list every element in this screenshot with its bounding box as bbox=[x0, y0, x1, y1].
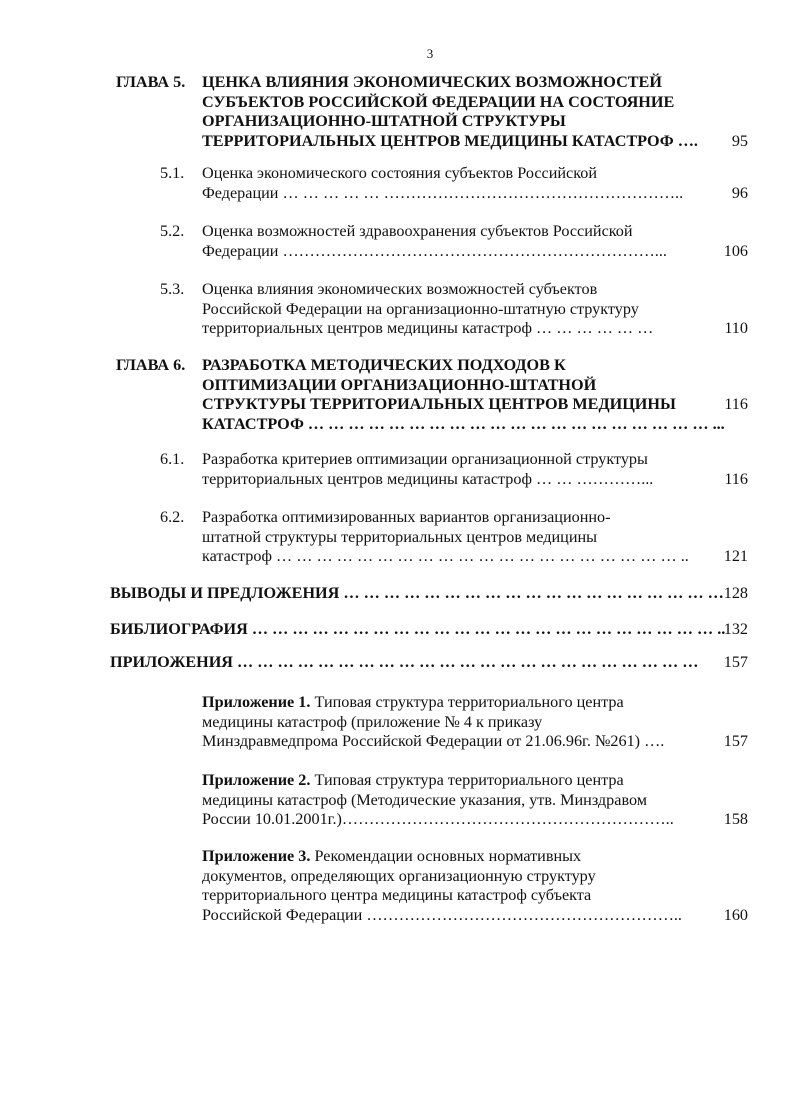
toc-conclusions bbox=[100, 584, 748, 604]
appendix-description bbox=[202, 771, 708, 830]
section-number: 5.3. bbox=[160, 280, 185, 298]
bibliography-line: БИБЛИОГРАФИЯ … … … … … … … … … … … … … … … … … … … … … … … .. bbox=[110, 620, 726, 638]
appendix-text-line: медицины катастроф (приложение № 4 к приказу bbox=[202, 712, 543, 731]
chapter-title bbox=[202, 73, 708, 151]
toc-chapter-6 bbox=[100, 356, 748, 434]
page-ref: 106 bbox=[723, 241, 748, 260]
page-ref: 116 bbox=[724, 395, 748, 413]
toc-section-5-3 bbox=[100, 280, 748, 339]
chapter-label: ГЛАВА 5. bbox=[116, 73, 186, 91]
page-ref: 116 bbox=[724, 469, 748, 488]
page-ref: 157 bbox=[723, 732, 748, 750]
appendix-title: Приложение 3. bbox=[202, 847, 311, 865]
appendices-title bbox=[110, 653, 708, 673]
section-title-line: катастроф … … … … … … … … … … … … … … … … … … … … .. bbox=[202, 547, 689, 565]
toc-appendix-1 bbox=[100, 693, 748, 752]
appendix-text-line: России 10.01.2001г.)…………………………………………………….. bbox=[202, 810, 674, 828]
toc-chapter-5 bbox=[100, 73, 748, 151]
appendix-text: Типовая структура территориального центра bbox=[310, 693, 624, 711]
appendix-description bbox=[202, 847, 708, 925]
page-ref: 158 bbox=[723, 810, 748, 828]
toc-bibliography bbox=[100, 620, 748, 640]
toc-section-5-2 bbox=[100, 222, 748, 261]
appendix-text-line: территориального центра медицины катастроф субъекта bbox=[202, 886, 592, 904]
section-title-line: Российской Федерации на организационно-штатную структуру bbox=[202, 299, 639, 318]
section-title bbox=[202, 222, 708, 261]
section-title bbox=[202, 280, 708, 339]
chapter-title-line: КАТАСТРОФ … … … … … … … … … … … … … … … … … … … … ... bbox=[202, 414, 725, 433]
section-title-line: штатной структуры территориальных центров медицины bbox=[202, 527, 598, 546]
page-ref: 110 bbox=[724, 319, 748, 337]
section-number: 6.2. bbox=[160, 508, 185, 526]
section-title bbox=[202, 450, 708, 489]
appendix-text-line: документов, определяющих организационную структуру bbox=[202, 866, 596, 885]
section-title bbox=[202, 508, 708, 567]
toc-appendices bbox=[100, 653, 748, 673]
section-title-line: Разработка критериев оптимизации организационной структуры bbox=[202, 450, 648, 468]
page-ref: 128 bbox=[723, 584, 748, 602]
section-title-line: Разработка оптимизированных вариантов организационно- bbox=[202, 508, 611, 526]
appendix-text-line: медицины катастроф (Методические указания, утв. Минздравом bbox=[202, 790, 648, 809]
chapter-title-line: СТРУКТУРЫ ТЕРРИТОРИАЛЬНЫХ ЦЕНТРОВ МЕДИЦИНЫ bbox=[202, 395, 676, 413]
section-title-line: Федерации ……………………………………………………………... bbox=[202, 241, 667, 260]
chapter-title-line: РАЗРАБОТКА МЕТОДИЧЕСКИХ ПОДХОДОВ К bbox=[202, 356, 566, 374]
section-number: 5.2. bbox=[160, 222, 185, 240]
chapter-title-line: ОРГАНИЗАЦИОННО-ШТАТНОЙ СТРУКТУРЫ bbox=[202, 112, 566, 130]
page-ref: 160 bbox=[723, 905, 748, 924]
toc-section-5-1 bbox=[100, 164, 748, 203]
chapter-title-line: СУБЪЕКТОВ РОССИЙСКОЙ ФЕДЕРАЦИИ НА СОСТОЯНИЕ bbox=[202, 92, 675, 111]
section-title-line: Оценка экономического состояния субъектов Российской bbox=[202, 164, 598, 182]
toc-appendix-2 bbox=[100, 771, 748, 830]
bibliography-title bbox=[110, 620, 726, 640]
appendix-text-line: Российской Федерации ………………………………………………….. bbox=[202, 905, 682, 924]
page-ref: 96 bbox=[731, 183, 748, 202]
appendix-text: Рекомендации основных нормативных bbox=[310, 847, 582, 865]
section-title-line: территориальных центров медицины катастроф … … … … … … bbox=[202, 319, 654, 337]
toc-section-6-2 bbox=[100, 508, 748, 567]
chapter-title-line: ТЕРРИТОРИАЛЬНЫХ ЦЕНТРОВ МЕДИЦИНЫ КАТАСТРОФ …. bbox=[202, 131, 698, 150]
section-number: 5.1. bbox=[160, 164, 185, 182]
chapter-title-line: ЦЕНКА ВЛИЯНИЯ ЭКОНОМИЧЕСКИХ ВОЗМОЖНОСТЕЙ bbox=[202, 73, 662, 91]
chapter-label: ГЛАВА 6. bbox=[116, 356, 186, 374]
toc-appendix-3 bbox=[100, 847, 748, 925]
appendix-text: Типовая структура территориального центра bbox=[310, 771, 624, 789]
section-title-line: Оценка влияния экономических возможностей субъектов bbox=[202, 280, 598, 298]
chapter-title-line: ОПТИМИЗАЦИИ ОРГАНИЗАЦИОННО-ШТАТНОЙ bbox=[202, 375, 597, 394]
section-title-line: Федерации … … … … … ……………………………………………….. bbox=[202, 183, 684, 202]
section-title-line: Оценка возможностей здравоохранения субъектов Российской bbox=[202, 222, 633, 240]
toc-section-6-1 bbox=[100, 450, 748, 489]
conclusions-line: ВЫВОДЫ И ПРЕДЛОЖЕНИЯ … … … … … … … … … … … … … … … … … … … bbox=[110, 584, 724, 602]
section-title bbox=[202, 164, 708, 203]
page-ref: 95 bbox=[731, 131, 748, 150]
appendix-title: Приложение 2. bbox=[202, 771, 311, 789]
page-ref: 132 bbox=[723, 620, 748, 638]
page-ref: 157 bbox=[723, 653, 748, 671]
page-number: 3 bbox=[426, 46, 434, 61]
appendix-title: Приложение 1. bbox=[202, 693, 311, 711]
section-number: 6.1. bbox=[160, 450, 185, 468]
appendices-line: ПРИЛОЖЕНИЯ … … … … … … … … … … … … … … … … … … … … … … … bbox=[110, 653, 699, 671]
appendix-text-line: Минздравмедпрома Российской Федерации от 21.06.96г. №261) …. bbox=[202, 732, 665, 750]
page-ref: 121 bbox=[723, 547, 748, 565]
conclusions-title bbox=[110, 584, 724, 604]
section-title-line: территориальных центров медицины катастроф … … …………... bbox=[202, 469, 654, 488]
chapter-title bbox=[202, 356, 725, 434]
appendix-description bbox=[202, 693, 708, 752]
